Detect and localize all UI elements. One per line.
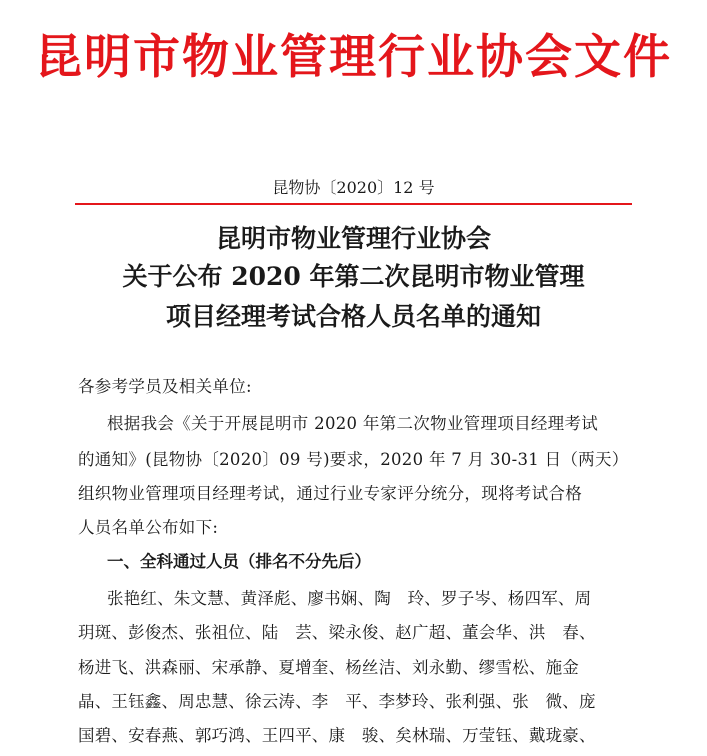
paragraph-line-2: 的通知》(昆物协〔2020〕09 号)要求，2020 年 7 月 30-31 日（两天）: [78, 450, 629, 469]
names-line-3: 杨进飞、洪森丽、宋承静、夏增奎、杨丝洁、刘永勤、缪雪松、施金: [78, 658, 579, 677]
names-line-5: 国碧、安春燕、郭巧鸿、王四平、康 骏、矣林瑞、万莹钰、戴珑豪、: [78, 726, 596, 745]
paragraph-line-4: 人员名单公布如下:: [78, 518, 219, 537]
notice-title-line-2: 关于公布 2020 年第二次昆明市物业管理: [122, 262, 585, 291]
section-heading: 一、全科通过人员（排名不分先后）: [107, 552, 371, 571]
paragraph-line-3: 组织物业管理项目经理考试，通过行业专家评分统分，现将考试合格: [78, 484, 582, 503]
red-divider-rule: [75, 203, 632, 205]
notice-title-line-1: 昆明市物业管理行业协会: [215, 224, 491, 253]
issuer-header-title: 昆明市物业管理行业协会文件: [35, 30, 672, 85]
notice-title-line-3: 项目经理考试合格人员名单的通知: [165, 302, 541, 331]
document-number: 昆物协〔2020〕12 号: [272, 178, 435, 197]
names-line-2: 玥斑、彭俊杰、张祖位、陆 芸、梁永俊、赵广超、董会华、洪 春、: [78, 623, 596, 642]
paragraph-line-1: 根据我会《关于开展昆明市 2020 年第二次物业管理项目经理考试: [107, 414, 599, 433]
salutation: 各参考学员及相关单位:: [78, 377, 252, 396]
names-line-4: 晶、王钰鑫、周忠慧、徐云涛、李 平、李梦玲、张利强、张 微、庞: [78, 692, 596, 711]
names-line-1: 张艳红、朱文慧、黄泽彪、廖书娴、陶 玲、罗子岑、杨四军、周: [107, 589, 592, 608]
